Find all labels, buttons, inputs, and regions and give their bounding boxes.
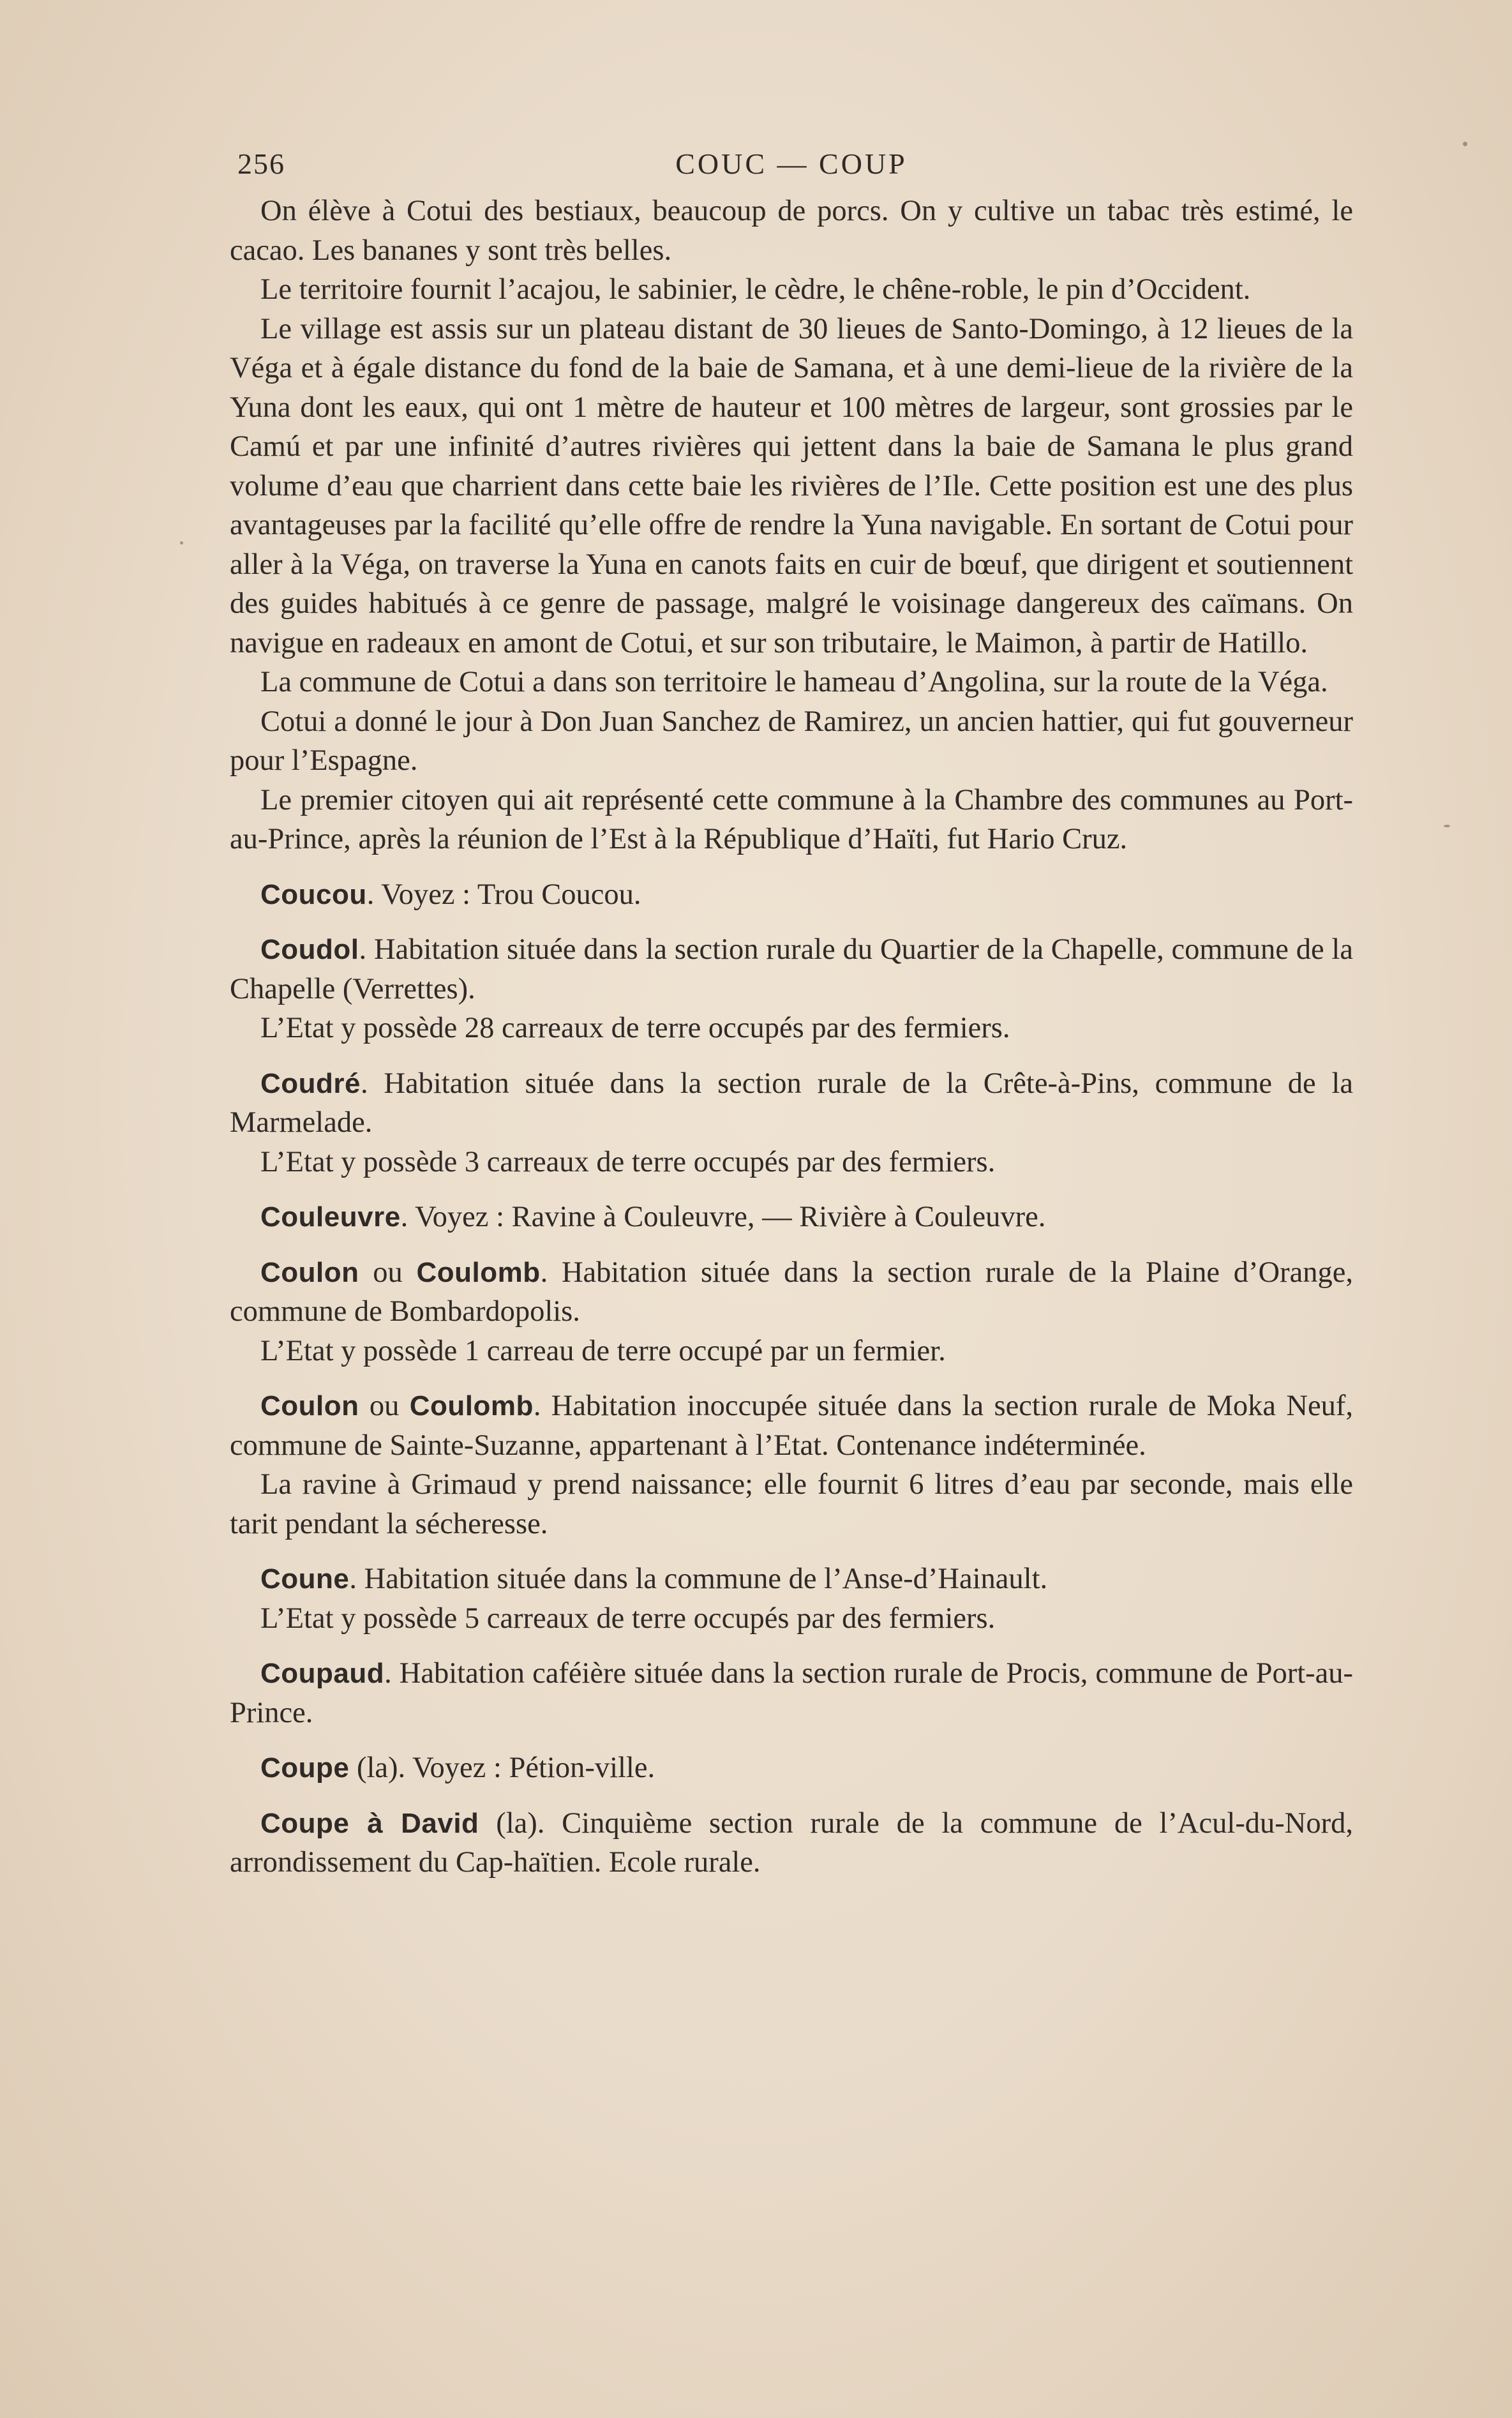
entry-headword: Coucou [260,878,367,910]
entry-text: . Voyez : Ravine à Couleuvre, — Rivière à Couleuvre. [400,1201,1046,1233]
entry-headword: Coupaud [260,1658,385,1689]
entry-text: . Habitation caféière située dans la section rurale de Procis, commune de Port-au-Prince. [230,1657,1353,1729]
entry-headword-alt: Coulomb [409,1390,534,1422]
entry-article: (la) [349,1752,398,1784]
paragraph: Le premier citoyen qui ait représenté cette commune à la Chambre des communes au Port-au-Prince, après la réunion de l’Est à la République d’Haïti, fut Hario Cruz. [230,783,1353,855]
entry-note: L’Etat y possède 28 carreaux de terre occupés par des fermiers. [260,1012,1010,1044]
entry-text: . Habitation inoccupée située dans la section rurale de Moka Neuf, commune de Sainte-Suzanne, appartenant à l’Etat. Contenance indéterminée. [230,1390,1353,1462]
dictionary-entry-coulon-2 [230,1386,1353,1543]
entry-headword: Coudol [260,934,359,965]
running-header [230,147,1353,191]
dictionary-entry-coudol [230,930,1353,1048]
paper-speck [1444,825,1450,827]
entry-note: L’Etat y possède 5 carreaux de terre occupés par des fermiers. [260,1602,996,1635]
entry-note: L’Etat y possède 1 carreau de terre occupé par un fermier. [260,1334,946,1367]
dictionary-entry-coupaud [230,1654,1353,1732]
entry-text: . Voyez : Trou Coucou. [366,878,641,911]
entry-text: . Habitation située dans la commune de l’Anse-d’Hainault. [349,1563,1048,1595]
entry-headword: Coupe à David [260,1807,479,1839]
running-title: COUC — COUP [675,147,908,180]
paragraph: La commune de Cotui a dans son territoire le hameau d’Angolina, sur la route de la Véga. [260,666,1328,698]
entry-connector: ou [359,1390,410,1422]
entry-headword: Coupe [260,1752,350,1783]
entry-headword: Coudré [260,1067,361,1099]
entry-note: La ravine à Grimaud y prend naissance; elle fournit 6 litres d’eau par seconde, mais elle tarit pendant la sécheresse. [230,1468,1353,1540]
entry-note: L’Etat y possède 3 carreaux de terre occupés par des fermiers. [260,1145,996,1178]
entry-connector: ou [359,1256,417,1289]
document-page [230,147,1353,1882]
entry-headword-alt: Coulomb [416,1256,541,1288]
entry-text: . Habitation située dans la section rurale de la Plaine d’Orange, commune de Bombardopolis. [230,1256,1353,1328]
entry-headword: Couleuvre [260,1201,401,1233]
paper-speck [1463,142,1467,146]
paragraph: On élève à Cotui des bestiaux, beaucoup de porcs. On y cultive un tabac très estimé, le cacao. Les bananes y sont très belles. [230,195,1353,267]
page-number: 256 [237,147,285,180]
entry-headword: Coune [260,1563,350,1595]
dictionary-entry-coulon-1 [230,1253,1353,1371]
entry-text: . Voyez : Pétion-ville. [398,1752,655,1784]
dictionary-entry-coune [230,1559,1353,1638]
dictionary-entry-coudre [230,1064,1353,1182]
dictionary-entry-coupe [230,1748,1353,1788]
dictionary-entry-coupe-a-david [230,1804,1353,1882]
entry-headword: Coulon [260,1390,359,1422]
paragraph: Cotui a donné le jour à Don Juan Sanchez de Ramirez, un ancien hattier, qui fut gouverneur pour l’Espagne. [230,705,1353,777]
body-text [230,191,1353,1882]
entry-text: . Cinquième section rurale de la commune de l’Acul-du-Nord, arrondissement du Cap-haïtien. Ecole rurale. [230,1806,1353,1879]
paragraph: Le territoire fournit l’acajou, le sabinier, le cèdre, le chêne-roble, le pin d’Occident. [260,273,1251,306]
entry-text: . Habitation située dans la section rurale de la Crête-à-Pins, commune de la Marmelade. [230,1067,1353,1139]
entry-text: . Habitation située dans la section rurale du Quartier de la Chapelle, commune de la Chapelle (Verrettes). [230,933,1353,1005]
dictionary-entry-coucou [230,875,1353,915]
paragraph: Le village est assis sur un plateau distant de 30 lieues de Santo-Domingo, à 12 lieues de la Véga et à égale distance du fond de la baie de Samana, et à une demi-lieue de la rivière de la Yuna dont les eaux, qui ont 1 mètre de hauteur et 100 mètres de largeur, sont grossies par le Camú et par une infinité d’autres rivières qui jettent dans la baie de Samana le plus grand volume d’eau que charrient dans cette baie les rivières de l’Ile. Cette position est une des plus avantageuses par la facilité qu’elle offre de rendre la Yuna navigable. En sortant de Cotui pour aller à la Véga, on traverse la Yuna en canots faits en cuir de bœuf, que dirigent et soutiennent des guides habitués à ce genre de passage, malgré le voisinage dangereux des caïmans. On navigue en radeaux en amont de Cotui, et sur son tributaire, le Maimon, à partir de Hatillo. [230,312,1353,659]
entry-headword: Coulon [260,1256,359,1288]
entry-article: (la) [479,1806,537,1840]
dictionary-entry-couleuvre [230,1198,1353,1237]
paper-speck [180,541,183,544]
